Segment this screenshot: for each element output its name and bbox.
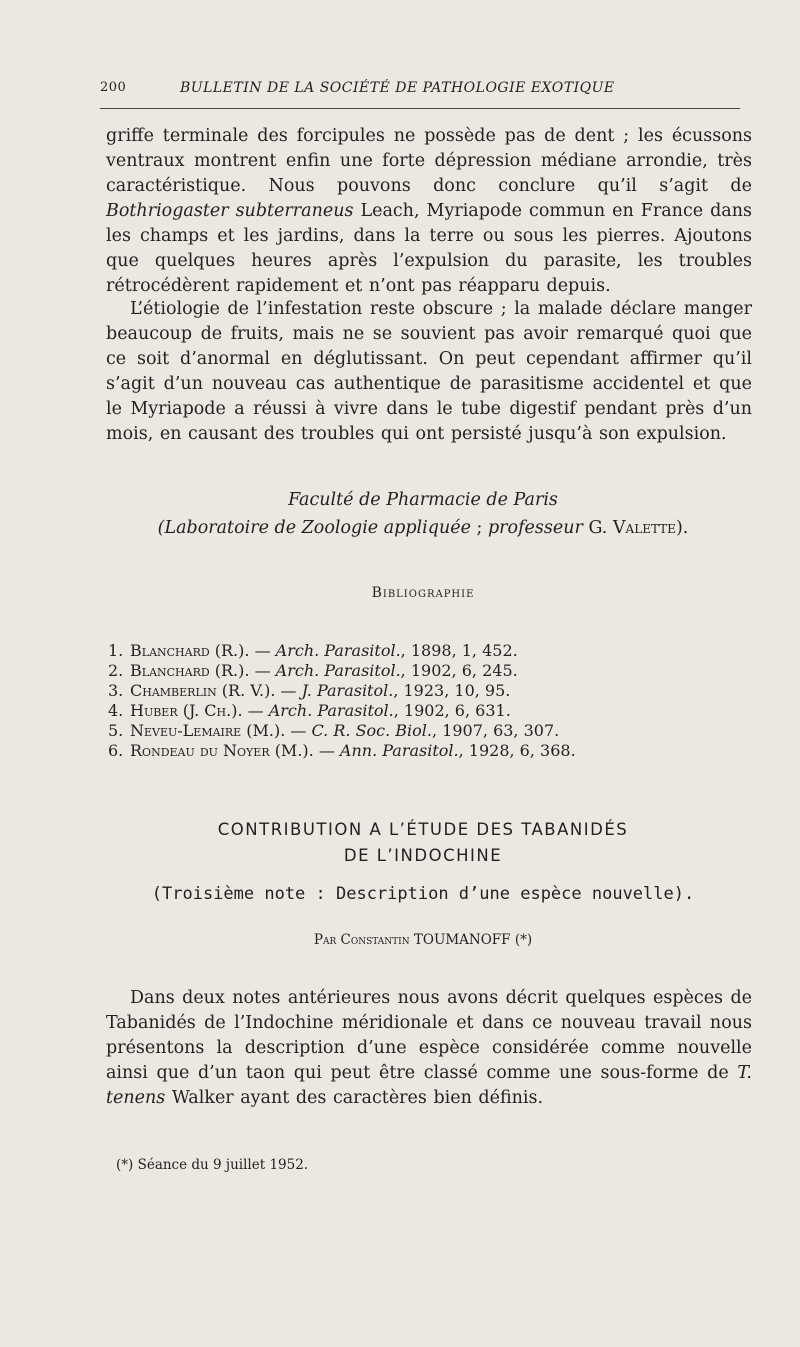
paragraph-2: L’étiologie de l’infestation reste obscure ; la malade déclare manger beaucoup de fruits, mais ne se souvient pas avoir remarqué quoi que ce soit d’anormal en déglutissant. On peut cependant affirmer qu’il s’agit d’un nouveau cas authentique de parasitisme accidentel et que le Myriapode a réussi à vivre dans le tube digestif pendant près d’un mois, en causant des troubles qui ont persisté jusqu’à son expulsion. — [106, 299, 752, 444]
reference-details: , 1923, 10, 95. — [393, 681, 511, 700]
reference-number: 3. — [108, 681, 124, 700]
paragraph-1-text-a: griffe terminale des forcipules ne possède pas de dent ; les écussons ventraux montrent enfin une forte dépression médiane arrondie, très caractéristique. Nous pouvons donc conclure qu’il s’agit de — [106, 126, 752, 196]
reference-dash: — — [313, 741, 340, 760]
reference-journal: Arch. Parasitol. — [275, 661, 401, 680]
affiliation-line-1: Faculté de Pharmacie de Paris — [288, 490, 558, 510]
species-name: T. tenens — [106, 1063, 752, 1108]
affiliation-line-2 — [100, 516, 746, 541]
header-rule — [100, 108, 740, 109]
reference-author: Rondeau du Noyer (M.). — [130, 741, 314, 760]
article-title-line-1: CONTRIBUTION A L’ÉTUDE DES TABANIDÉS — [217, 820, 629, 839]
reference-dash: — — [285, 721, 312, 740]
running-title: BULLETIN DE LA SOCIÉTÉ DE PATHOLOGIE EXOTIQUE — [180, 80, 615, 96]
lab-name: (Laboratoire de Zoologie appliquée — [157, 518, 471, 538]
reference-author: Chamberlin (R. V.). — [130, 681, 276, 700]
reference-author: Blanchard (R.). — [130, 661, 250, 680]
reference-item — [108, 721, 748, 741]
reference-dash: — — [275, 681, 302, 700]
running-header — [100, 80, 740, 104]
author-prefix: Par Constantin — [313, 932, 414, 948]
reference-author: Huber (J. Ch.). — [130, 701, 243, 720]
reference-dash: — — [242, 701, 269, 720]
paragraph-3 — [106, 986, 752, 1111]
affiliation-separator: ; — [470, 518, 488, 538]
reference-journal: Arch. Parasitol. — [268, 701, 394, 720]
reference-dash: — — [249, 641, 276, 660]
reference-details: , 1928, 6, 368. — [458, 741, 576, 760]
article-title-line-2: DE L’INDOCHINE — [343, 846, 503, 865]
reference-author: Blanchard (R.). — [130, 641, 250, 660]
professor-label: professeur — [487, 518, 583, 538]
reference-journal: J. Parasitol. — [301, 681, 394, 700]
reference-item — [108, 741, 748, 761]
paragraph-3-text-a: Dans deux notes antérieures nous avons décrit quelques espèces de Tabanidés de l’Indochine méridionale et dans ce nouveau travail nous présentons la description d’une espèce considérée comme nouvelle ainsi que d’un taon qui peut être classé comme une sous-forme de — [106, 988, 752, 1083]
paragraph-1-text-b: Leach, Myriapode commun en France dans les champs et les jardins, dans la terre ou sous les pierres. Ajoutons que quelques heures après l’expulsion du parasite, les troubles rétrocédèrent rapidement et n’ont pas réapparu depuis. — [106, 201, 752, 296]
reference-author: Neveu-Lemaire (M.). — [130, 721, 286, 740]
author-footnote-mark: (*) — [510, 932, 533, 948]
reference-item — [108, 641, 748, 661]
footnote: (*) Séance du 9 juillet 1952. — [116, 1157, 309, 1173]
bibliography-heading: Bibliographie — [371, 585, 475, 601]
reference-details: , 1902, 6, 631. — [393, 701, 511, 720]
reference-number: 2. — [108, 661, 124, 680]
reference-number: 4. — [108, 701, 124, 720]
author-surname: TOUMANOFF — [413, 932, 511, 948]
paragraph-3-text-b: Walker ayant des caractères bien définis. — [165, 1088, 544, 1108]
reference-item — [108, 661, 748, 681]
reference-item — [108, 701, 748, 721]
reference-number: 5. — [108, 721, 124, 740]
reference-number: 1. — [108, 641, 124, 660]
reference-number: 6. — [108, 741, 124, 760]
reference-item — [108, 681, 748, 701]
reference-details: , 1907, 63, 307. — [432, 721, 560, 740]
reference-journal: Ann. Parasitol. — [339, 741, 459, 760]
professor-name: G. Valette). — [582, 518, 689, 538]
reference-details: , 1898, 1, 452. — [400, 641, 518, 660]
reference-list — [108, 641, 748, 761]
page-number: 200 — [100, 80, 127, 95]
article-subtitle: (Troisième note : Description d’une espèce nouvelle). — [151, 884, 695, 904]
reference-journal: Arch. Parasitol. — [275, 641, 401, 660]
reference-details: , 1902, 6, 245. — [400, 661, 518, 680]
reference-dash: — — [249, 661, 276, 680]
species-name: Bothriogaster subterraneus — [106, 201, 354, 221]
reference-journal: C. R. Soc. Biol. — [311, 721, 432, 740]
article-author — [100, 932, 746, 948]
paragraph-1 — [106, 124, 752, 299]
